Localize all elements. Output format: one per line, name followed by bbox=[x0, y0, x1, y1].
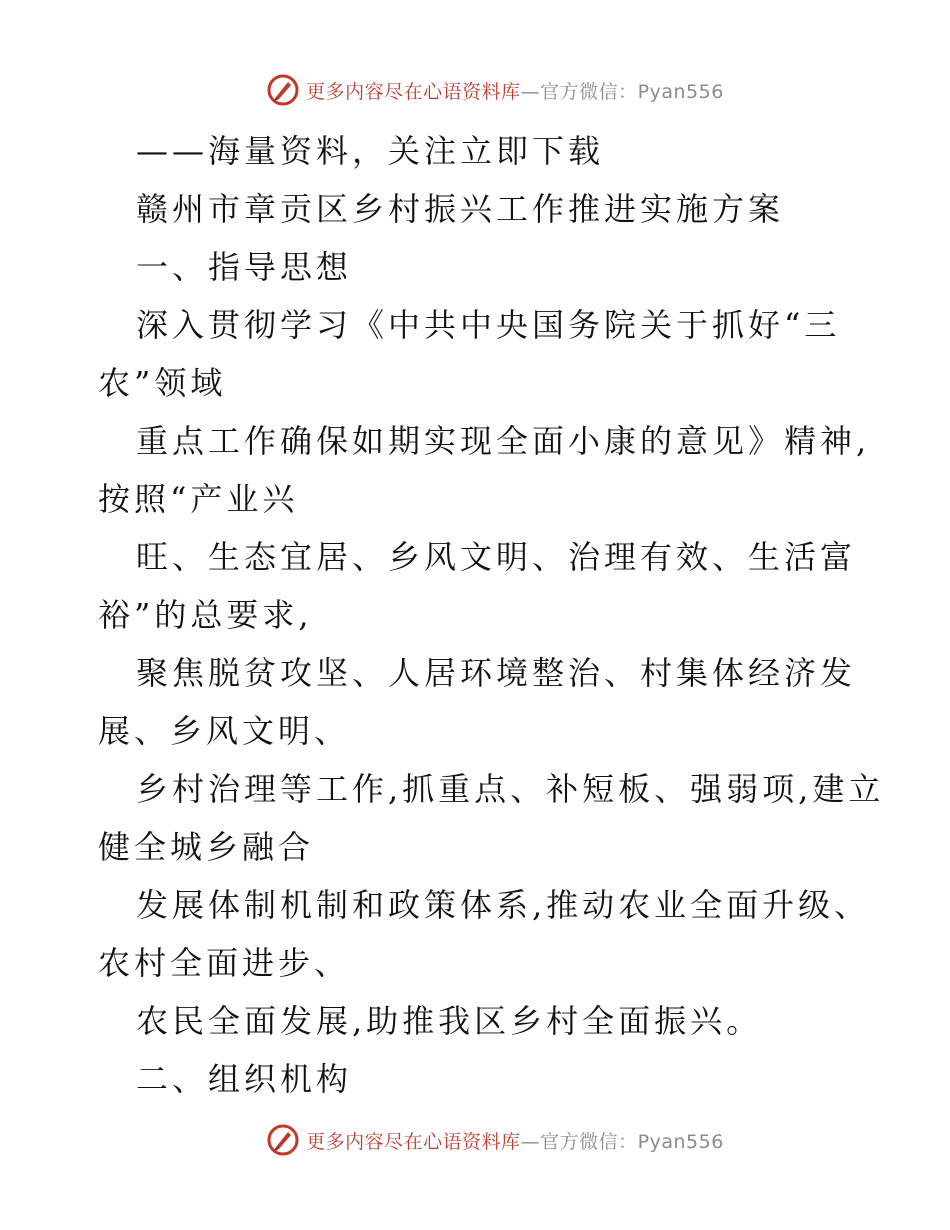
body-line: ——海量资料，关注立即下载 bbox=[136, 132, 605, 170]
body-line: 健全城乡融合 bbox=[98, 828, 315, 866]
body-line: 裕”的总要求, bbox=[98, 596, 313, 634]
brand-text: 更多内容尽在心语资料库 bbox=[306, 80, 521, 103]
body-line: 旺、生态宜居、乡风文明、治理有效、生活富 bbox=[136, 538, 857, 576]
banner-text bbox=[306, 77, 724, 104]
section-heading: 二、组织机构 bbox=[136, 1060, 353, 1098]
body-line: 农”领域 bbox=[98, 364, 227, 402]
banner-dash: — bbox=[520, 1130, 541, 1153]
body-line: 发展体制机制和政策体系,推动农业全面升级、 bbox=[136, 886, 871, 924]
brand-text: 更多内容尽在心语资料库 bbox=[306, 1130, 521, 1153]
pen-logo-icon bbox=[266, 1123, 300, 1157]
footer-banner bbox=[0, 1120, 950, 1160]
body-line: 农村全面进步、 bbox=[98, 944, 351, 982]
footer-banner-inner bbox=[266, 1123, 724, 1157]
pen-logo-icon bbox=[266, 73, 300, 107]
body-line: 按照“产业兴 bbox=[98, 480, 299, 518]
header-banner bbox=[0, 70, 950, 110]
body-line: 聚焦脱贫攻坚、人居环境整治、村集体经济发 bbox=[136, 654, 857, 692]
body-line: 展、乡风文明、 bbox=[98, 712, 351, 750]
section-heading: 一、指导思想 bbox=[136, 248, 353, 286]
banner-dash: — bbox=[520, 80, 541, 103]
document-body bbox=[98, 122, 885, 1108]
wechat-text: 官方微信：Pyan556 bbox=[540, 80, 724, 103]
header-banner-inner bbox=[266, 73, 724, 107]
body-line: 深入贯彻学习《中共中央国务院关于抓好“三 bbox=[136, 306, 841, 344]
wechat-text: 官方微信：Pyan556 bbox=[540, 1130, 724, 1153]
body-line: 乡村治理等工作,抓重点、补短板、强弱项,建立 bbox=[136, 770, 885, 808]
banner-text bbox=[306, 1127, 724, 1154]
document-title: 赣州市章贡区乡村振兴工作推进实施方案 bbox=[136, 190, 785, 228]
body-line: 农民全面发展,助推我区乡村全面振兴。 bbox=[136, 1002, 763, 1040]
body-line: 重点工作确保如期实现全面小康的意见》精神, bbox=[136, 422, 871, 460]
